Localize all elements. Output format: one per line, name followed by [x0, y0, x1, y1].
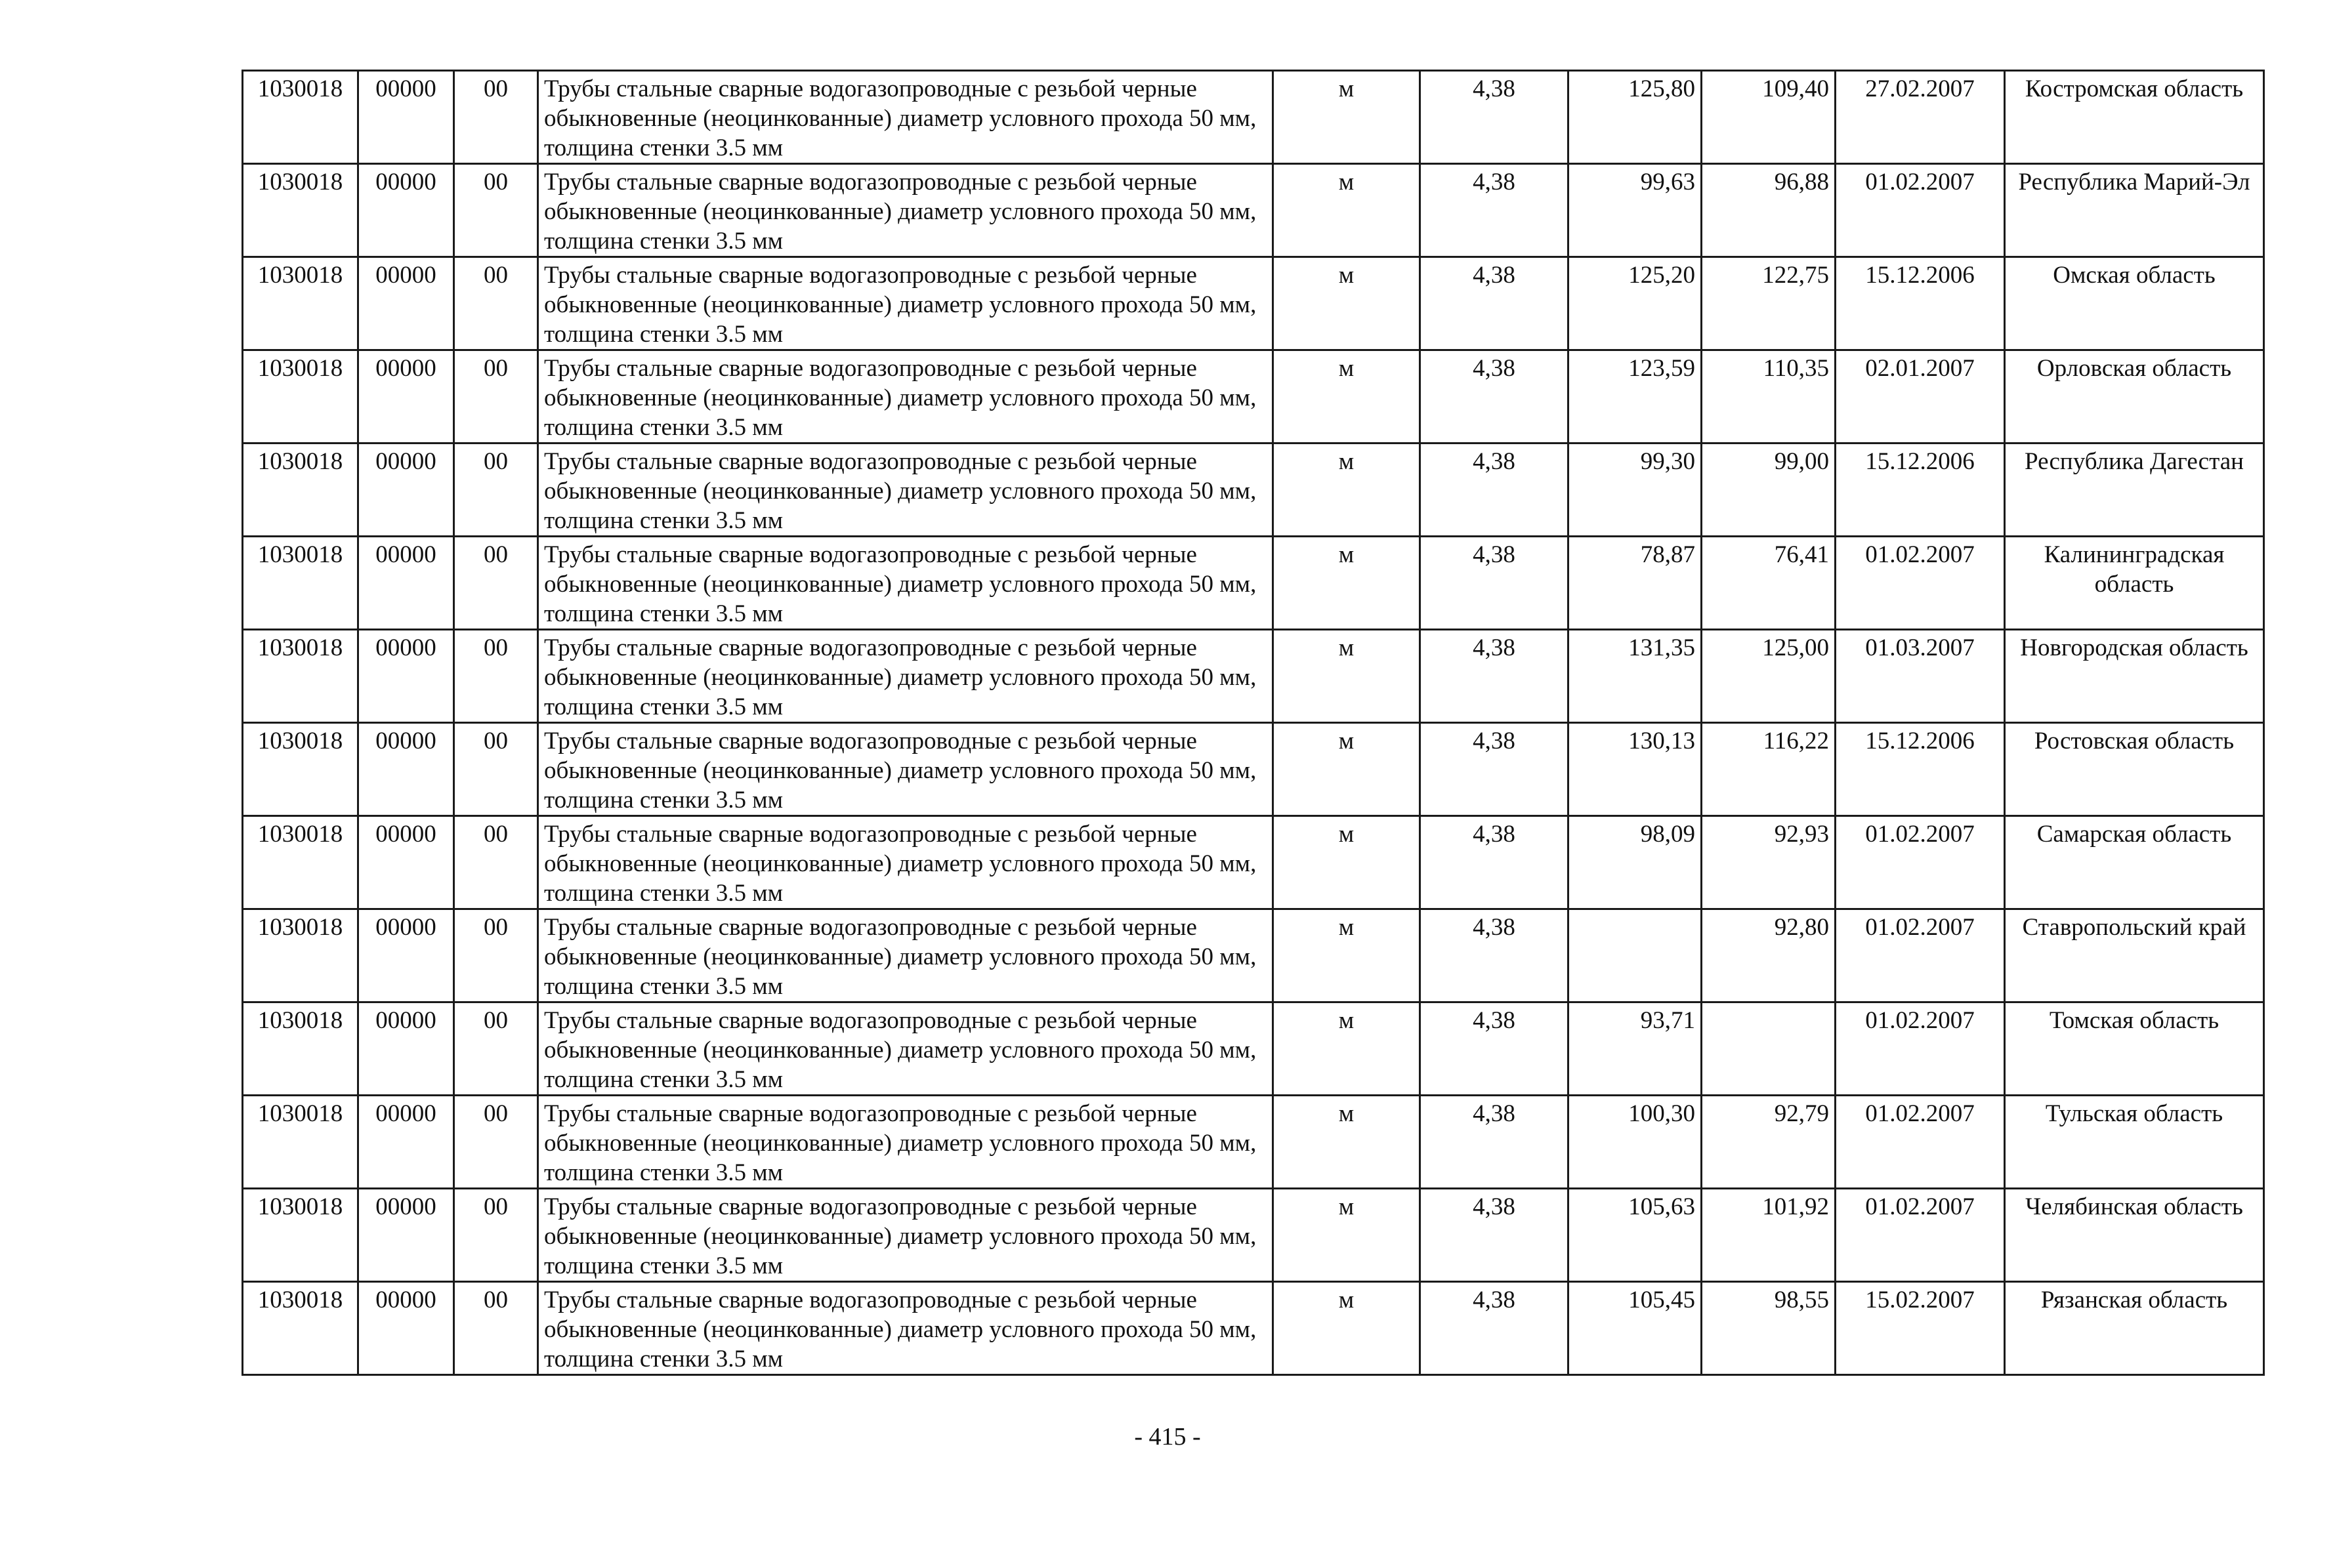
region-cell: Костромская область: [2005, 71, 2264, 164]
price-2-cell: 92,79: [1702, 1096, 1836, 1189]
region-cell: Ростовская область: [2005, 723, 2264, 816]
product-name-cell: Трубы стальные сварные водогазопроводные с резьбой черные обыкновенные (неоцинкованные) диаметр условного прохода 50 мм, толщина стенки 3.5 мм: [538, 816, 1273, 909]
unit-cell: м: [1273, 1282, 1420, 1375]
product-name-cell: Трубы стальные сварные водогазопроводные с резьбой черные обыкновенные (неоцинкованные) диаметр условного прохода 50 мм, толщина стенки 3.5 мм: [538, 630, 1273, 723]
price-table: [242, 70, 2265, 1376]
region-cell: Омская область: [2005, 257, 2264, 350]
variant-code-cell: 00: [454, 630, 538, 723]
table-row: [243, 350, 2264, 444]
subcode-cell: 00000: [358, 164, 454, 257]
subcode-cell: 00000: [358, 723, 454, 816]
table-row: [243, 1096, 2264, 1189]
item-code-cell: 1030018: [243, 909, 358, 1002]
date-cell: 01.02.2007: [1836, 1096, 2005, 1189]
subcode-cell: 00000: [358, 1282, 454, 1375]
item-code-cell: 1030018: [243, 444, 358, 537]
date-cell: 01.02.2007: [1836, 537, 2005, 630]
price-1-cell: 125,20: [1568, 257, 1702, 350]
variant-code-cell: 00: [454, 1282, 538, 1375]
price-1-cell: 131,35: [1568, 630, 1702, 723]
unit-cell: м: [1273, 630, 1420, 723]
date-cell: 02.01.2007: [1836, 350, 2005, 444]
variant-code-cell: 00: [454, 257, 538, 350]
date-cell: 15.02.2007: [1836, 1282, 2005, 1375]
price-2-cell: 109,40: [1702, 71, 1836, 164]
variant-code-cell: 00: [454, 1189, 538, 1282]
subcode-cell: 00000: [358, 1002, 454, 1096]
product-name-cell: Трубы стальные сварные водогазопроводные с резьбой черные обыкновенные (неоцинкованные) диаметр условного прохода 50 мм, толщина стенки 3.5 мм: [538, 723, 1273, 816]
region-cell: Самарская область: [2005, 816, 2264, 909]
price-1-cell: 105,63: [1568, 1189, 1702, 1282]
table-row: [243, 444, 2264, 537]
subcode-cell: 00000: [358, 630, 454, 723]
item-code-cell: 1030018: [243, 537, 358, 630]
quantity-cell: 4,38: [1420, 257, 1568, 350]
unit-cell: м: [1273, 723, 1420, 816]
region-cell: Новгородская область: [2005, 630, 2264, 723]
variant-code-cell: 00: [454, 537, 538, 630]
price-1-cell: 100,30: [1568, 1096, 1702, 1189]
region-cell: Томская область: [2005, 1002, 2264, 1096]
item-code-cell: 1030018: [243, 1002, 358, 1096]
item-code-cell: 1030018: [243, 257, 358, 350]
date-cell: 27.02.2007: [1836, 71, 2005, 164]
variant-code-cell: 00: [454, 444, 538, 537]
price-1-cell: 98,09: [1568, 816, 1702, 909]
price-2-cell: 76,41: [1702, 537, 1836, 630]
price-1-cell: 125,80: [1568, 71, 1702, 164]
table-row: [243, 723, 2264, 816]
subcode-cell: 00000: [358, 909, 454, 1002]
price-1-cell: 105,45: [1568, 1282, 1702, 1375]
product-name-cell: Трубы стальные сварные водогазопроводные с резьбой черные обыкновенные (неоцинкованные) диаметр условного прохода 50 мм, толщина стенки 3.5 мм: [538, 1282, 1273, 1375]
table-row: [243, 1282, 2264, 1375]
subcode-cell: 00000: [358, 816, 454, 909]
date-cell: 15.12.2006: [1836, 257, 2005, 350]
quantity-cell: 4,38: [1420, 1189, 1568, 1282]
unit-cell: м: [1273, 71, 1420, 164]
variant-code-cell: 00: [454, 164, 538, 257]
quantity-cell: 4,38: [1420, 723, 1568, 816]
table-row: [243, 164, 2264, 257]
item-code-cell: 1030018: [243, 1189, 358, 1282]
region-cell: Республика Марий-Эл: [2005, 164, 2264, 257]
quantity-cell: 4,38: [1420, 164, 1568, 257]
variant-code-cell: 00: [454, 71, 538, 164]
table-row: [243, 630, 2264, 723]
item-code-cell: 1030018: [243, 630, 358, 723]
region-cell: Челябинская область: [2005, 1189, 2264, 1282]
date-cell: 01.02.2007: [1836, 909, 2005, 1002]
price-1-cell: 130,13: [1568, 723, 1702, 816]
date-cell: 01.02.2007: [1836, 164, 2005, 257]
item-code-cell: 1030018: [243, 350, 358, 444]
product-name-cell: Трубы стальные сварные водогазопроводные с резьбой черные обыкновенные (неоцинкованные) диаметр условного прохода 50 мм, толщина стенки 3.5 мм: [538, 444, 1273, 537]
quantity-cell: 4,38: [1420, 1282, 1568, 1375]
price-2-cell: 92,80: [1702, 909, 1836, 1002]
product-name-cell: Трубы стальные сварные водогазопроводные с резьбой черные обыкновенные (неоцинкованные) диаметр условного прохода 50 мм, толщина стенки 3.5 мм: [538, 909, 1273, 1002]
price-2-cell: [1702, 1002, 1836, 1096]
product-name-cell: Трубы стальные сварные водогазопроводные с резьбой черные обыкновенные (неоцинкованные) диаметр условного прохода 50 мм, толщина стенки 3.5 мм: [538, 350, 1273, 444]
table-row: [243, 257, 2264, 350]
price-1-cell: 78,87: [1568, 537, 1702, 630]
price-1-cell: 99,63: [1568, 164, 1702, 257]
quantity-cell: 4,38: [1420, 444, 1568, 537]
region-cell: Орловская область: [2005, 350, 2264, 444]
unit-cell: м: [1273, 1189, 1420, 1282]
quantity-cell: 4,38: [1420, 816, 1568, 909]
quantity-cell: 4,38: [1420, 630, 1568, 723]
price-2-cell: 125,00: [1702, 630, 1836, 723]
table-row: [243, 909, 2264, 1002]
unit-cell: м: [1273, 164, 1420, 257]
product-name-cell: Трубы стальные сварные водогазопроводные с резьбой черные обыкновенные (неоцинкованные) диаметр условного прохода 50 мм, толщина стенки 3.5 мм: [538, 71, 1273, 164]
price-1-cell: [1568, 909, 1702, 1002]
price-2-cell: 92,93: [1702, 816, 1836, 909]
variant-code-cell: 00: [454, 816, 538, 909]
price-2-cell: 98,55: [1702, 1282, 1836, 1375]
quantity-cell: 4,38: [1420, 909, 1568, 1002]
table-body: [243, 71, 2264, 1375]
product-name-cell: Трубы стальные сварные водогазопроводные с резьбой черные обыкновенные (неоцинкованные) диаметр условного прохода 50 мм, толщина стенки 3.5 мм: [538, 257, 1273, 350]
unit-cell: м: [1273, 444, 1420, 537]
subcode-cell: 00000: [358, 71, 454, 164]
price-1-cell: 99,30: [1568, 444, 1702, 537]
region-cell: Рязанская область: [2005, 1282, 2264, 1375]
item-code-cell: 1030018: [243, 1282, 358, 1375]
price-2-cell: 110,35: [1702, 350, 1836, 444]
unit-cell: м: [1273, 909, 1420, 1002]
unit-cell: м: [1273, 816, 1420, 909]
page-number: - 415 -: [1134, 1423, 1201, 1451]
product-name-cell: Трубы стальные сварные водогазопроводные с резьбой черные обыкновенные (неоцинкованные) диаметр условного прохода 50 мм, толщина стенки 3.5 мм: [538, 537, 1273, 630]
price-1-cell: 123,59: [1568, 350, 1702, 444]
item-code-cell: 1030018: [243, 1096, 358, 1189]
quantity-cell: 4,38: [1420, 1096, 1568, 1189]
table-row: [243, 1189, 2264, 1282]
product-name-cell: Трубы стальные сварные водогазопроводные с резьбой черные обыкновенные (неоцинкованные) диаметр условного прохода 50 мм, толщина стенки 3.5 мм: [538, 164, 1273, 257]
date-cell: 01.02.2007: [1836, 1002, 2005, 1096]
unit-cell: м: [1273, 350, 1420, 444]
variant-code-cell: 00: [454, 350, 538, 444]
subcode-cell: 00000: [358, 1189, 454, 1282]
subcode-cell: 00000: [358, 444, 454, 537]
variant-code-cell: 00: [454, 1002, 538, 1096]
region-cell: Калининградская область: [2005, 537, 2264, 630]
product-name-cell: Трубы стальные сварные водогазопроводные с резьбой черные обыкновенные (неоцинкованные) диаметр условного прохода 50 мм, толщина стенки 3.5 мм: [538, 1096, 1273, 1189]
item-code-cell: 1030018: [243, 71, 358, 164]
region-cell: Республика Дагестан: [2005, 444, 2264, 537]
table-row: [243, 71, 2264, 164]
unit-cell: м: [1273, 1002, 1420, 1096]
quantity-cell: 4,38: [1420, 71, 1568, 164]
quantity-cell: 4,38: [1420, 537, 1568, 630]
unit-cell: м: [1273, 1096, 1420, 1189]
product-name-cell: Трубы стальные сварные водогазопроводные с резьбой черные обыкновенные (неоцинкованные) диаметр условного прохода 50 мм, толщина стенки 3.5 мм: [538, 1002, 1273, 1096]
quantity-cell: 4,38: [1420, 350, 1568, 444]
date-cell: 15.12.2006: [1836, 444, 2005, 537]
price-2-cell: 101,92: [1702, 1189, 1836, 1282]
table-row: [243, 816, 2264, 909]
date-cell: 01.03.2007: [1836, 630, 2005, 723]
variant-code-cell: 00: [454, 723, 538, 816]
subcode-cell: 00000: [358, 537, 454, 630]
table-row: [243, 1002, 2264, 1096]
date-cell: 15.12.2006: [1836, 723, 2005, 816]
price-1-cell: 93,71: [1568, 1002, 1702, 1096]
item-code-cell: 1030018: [243, 723, 358, 816]
product-name-cell: Трубы стальные сварные водогазопроводные с резьбой черные обыкновенные (неоцинкованные) диаметр условного прохода 50 мм, толщина стенки 3.5 мм: [538, 1189, 1273, 1282]
item-code-cell: 1030018: [243, 164, 358, 257]
quantity-cell: 4,38: [1420, 1002, 1568, 1096]
price-2-cell: 122,75: [1702, 257, 1836, 350]
unit-cell: м: [1273, 537, 1420, 630]
subcode-cell: 00000: [358, 350, 454, 444]
unit-cell: м: [1273, 257, 1420, 350]
variant-code-cell: 00: [454, 1096, 538, 1189]
date-cell: 01.02.2007: [1836, 816, 2005, 909]
item-code-cell: 1030018: [243, 816, 358, 909]
date-cell: 01.02.2007: [1836, 1189, 2005, 1282]
variant-code-cell: 00: [454, 909, 538, 1002]
price-2-cell: 96,88: [1702, 164, 1836, 257]
price-2-cell: 99,00: [1702, 444, 1836, 537]
region-cell: Тульская область: [2005, 1096, 2264, 1189]
region-cell: Ставропольский край: [2005, 909, 2264, 1002]
subcode-cell: 00000: [358, 1096, 454, 1189]
price-2-cell: 116,22: [1702, 723, 1836, 816]
table-row: [243, 537, 2264, 630]
subcode-cell: 00000: [358, 257, 454, 350]
